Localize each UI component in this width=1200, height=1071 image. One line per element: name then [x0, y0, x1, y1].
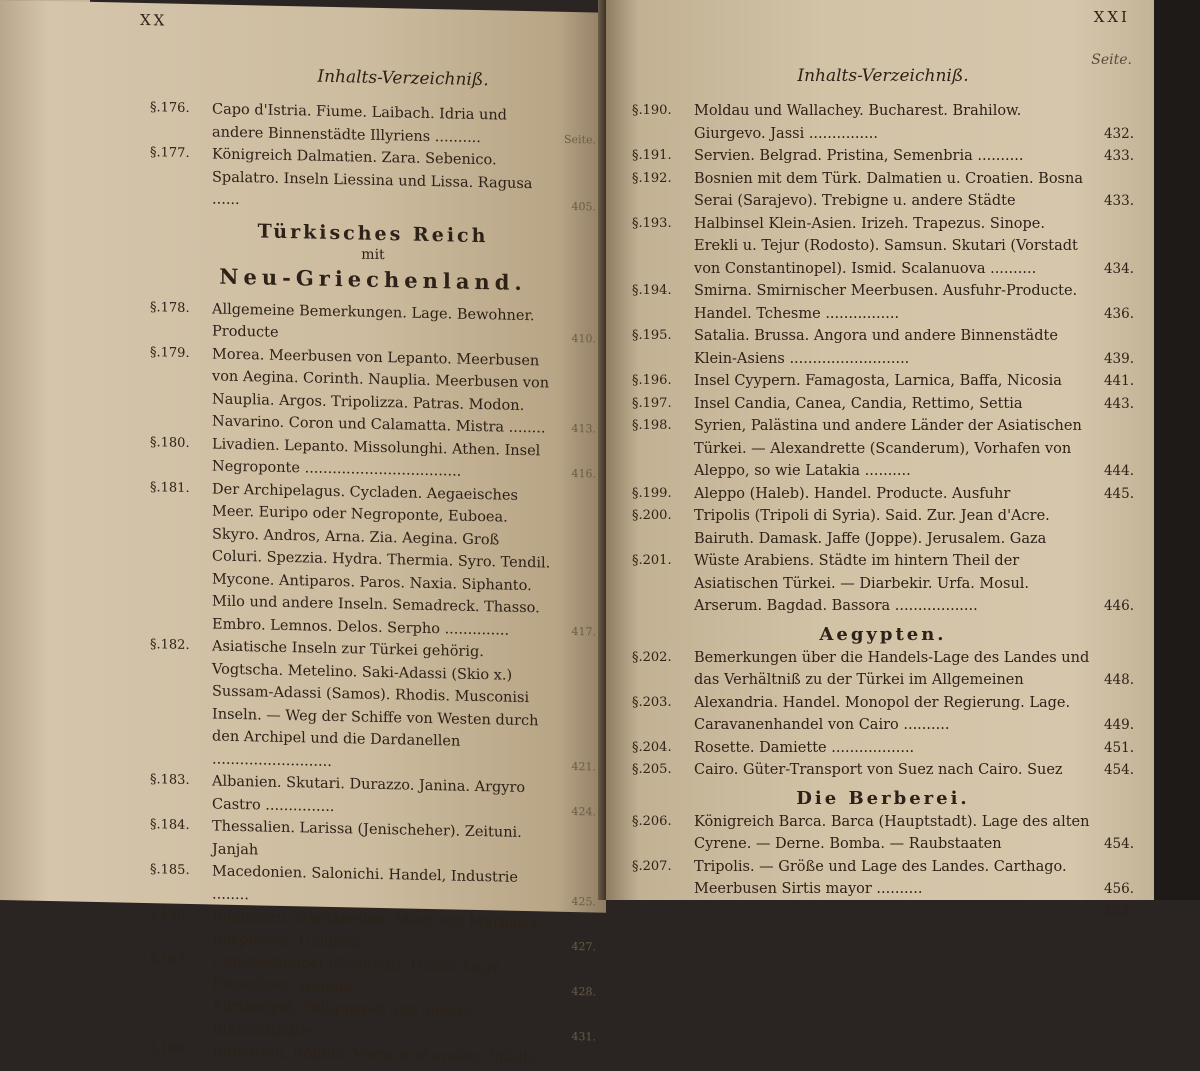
paragraph-number: §.178. — [150, 299, 190, 316]
paragraph-number: §.192. — [632, 170, 672, 186]
page-reference: 441. — [1103, 373, 1134, 389]
paragraph-number: §.203. — [632, 694, 672, 710]
entry-text: Adrianopel. Philippopel und andere Binnenstädte — [212, 998, 474, 1039]
right-entries-berberei — [632, 811, 1134, 901]
left-entries — [150, 297, 596, 1071]
right-entries-aegypten — [632, 647, 1134, 782]
page-reference: 445. — [1103, 485, 1134, 502]
section-title-tuerkisches-reich: Türkisches Reich — [257, 219, 489, 247]
page-reference: 454. — [1103, 836, 1134, 852]
paragraph-number: §.201. — [632, 553, 672, 568]
paragraph-number: §.187. — [150, 952, 190, 968]
page-reference: 456. — [1103, 881, 1134, 897]
entry-text: Thessalien. Larissa (Jenischeher). Zeituni. Janjah — [212, 818, 522, 858]
right-entries — [632, 100, 1134, 618]
entry-text: Königreich Dalmatien. Zara. Sebenico. Spalatro. Inseln Liessina und Lissa. Ragusa ...... — [212, 146, 533, 209]
page-reference: 444. — [1103, 463, 1134, 479]
entry-text: Königreich Barca. Barca (Hauptstadt). Lage des alten Cyrene. — Derne. Bomba. — Raubstaaten — [694, 813, 1090, 852]
toc-entry — [632, 483, 1134, 506]
toc-entry — [632, 550, 1134, 618]
section-mit: mit — [361, 246, 385, 263]
entry-text: Morea. Meerbusen von Lepanto. Meerbusen von Aegina. Corinth. Nauplia. Meerbusen von Nauplia. Argos. Tripolizza. Patras. Modon. Navarino. Coron und Calamatta. Mistra ........ — [212, 345, 550, 437]
page-reference: 454. — [1103, 762, 1134, 778]
section-title-neu-griechenland: Neu-Griechenland. — [219, 263, 527, 295]
toc-entry — [632, 415, 1134, 483]
page-reference: 433. — [1103, 193, 1134, 209]
left-running-head: Inhalts-Verzeichniß. — [317, 66, 489, 91]
toc-entry — [632, 759, 1134, 782]
paragraph-number: §.195. — [632, 328, 672, 343]
entry-text: Alexandria. Handel. Monopol der Regierung. Lage. Caravanenhandel von Cairo .......... — [694, 694, 1071, 733]
toc-entry — [632, 737, 1134, 760]
entry-text: Smirna. Smirnischer Meerbusen. Ausfuhr-Producte. Handel. Tchesme ................ — [694, 283, 1078, 322]
paragraph-number: §.176. — [150, 100, 190, 116]
entry-text: Capo d'Istria. Fiume. Laibach. Idria und andere Binnenstädte Illyriens .......... — [212, 101, 507, 146]
page-reference: 416. — [571, 466, 596, 481]
paragraph-number: §.190. — [632, 103, 672, 118]
paragraph-number — [150, 994, 212, 995]
paragraph-number: §.197. — [632, 395, 672, 411]
paragraph-number: §.200. — [632, 508, 672, 523]
page-reference: 410. — [571, 331, 596, 346]
right-page-number: XXI — [1093, 8, 1130, 26]
entry-text: Romanien. Dardanellen. Meer von Marmora. Bosphorus. Gallipoli .......... — [212, 908, 543, 952]
entry-text: Bosnien mit dem Türk. Dalmatien u. Croatien. Bosna Serai (Sarajevo). Trebigne u. andere Städte — [694, 170, 1083, 209]
toc-entry — [632, 370, 1134, 393]
toc-entry — [632, 505, 1134, 550]
paragraph-number: §.183. — [150, 772, 190, 788]
toc-entry — [632, 213, 1134, 281]
page-reference: 451. — [1103, 739, 1134, 756]
paragraph-number: §.186. — [150, 907, 190, 923]
paragraph-number: §.198. — [632, 418, 672, 433]
entry-text: Halbinsel Klein-Asien. Irizeh. Trapezus. Sinope. Erekli u. Tejur (Rodosto). Samsun. Skutari (Vorstadt von Constantinopel). Ismid. Scalanuova .......... — [694, 215, 1078, 277]
page-reference: 417. — [571, 624, 596, 638]
paragraph-number: §.202. — [632, 649, 672, 665]
entry-text: Cairo. Güter-Transport von Suez nach Cairo. Suez — [694, 762, 1063, 778]
page-reference: 421. — [571, 759, 596, 773]
last-page-number-row — [632, 901, 1134, 924]
entry-text: Aleppo (Haleb). Handel. Producte. Ausfuhr — [694, 485, 1011, 502]
toc-entry — [150, 142, 596, 219]
entry-text: Moldau und Wallachey. Bucharest. Brahilow. Giurgevo. Jassi ............... — [694, 103, 1022, 142]
toc-entry — [150, 634, 596, 778]
paragraph-number: §.177. — [150, 145, 190, 161]
entry-text: Insel Cyypern. Famagosta, Larnica, Baffa, Nicosia — [694, 373, 1062, 389]
entry-text: Albanien. Skutari. Durazzo. Janina. Argyro Castro ............... — [212, 773, 526, 815]
toc-entry — [632, 100, 1134, 145]
entry-text: Syrien, Palästina und andere Länder der Asiatischen Türkei. — Alexandrette (Scanderum), Vorhafen von Aleppo, so wie Latakia .......... — [694, 418, 1082, 479]
paragraph-number: §.206. — [632, 813, 672, 829]
right-page — [606, 0, 1154, 920]
page-reference: Seite. — [564, 132, 596, 146]
entry-text: Der Archipelagus. Cycladen. Aegaeisches Meer. Euripo oder Negroponte, Euboea. Skyro. Andros, Arna. Zia. Aegina. Groß Coluri. Spezzia. Hydra. Thermia. Syro. Tendil. Mycone. Antiparos. Paros. Naxia. Siphanto. Milo und andere Inseln. Semadreck. Thasso. Embro. Lemnos. Delos. Serpho .............. — [212, 480, 551, 639]
toc-entry — [632, 168, 1134, 213]
section-title-aegypten: Aegypten. — [819, 623, 947, 645]
entry-text: Tripolis (Tripoli di Syria). Said. Zur. Jean d'Acre. Bairuth. Damask. Jaffe (Joppe). Jerusalem. Gaza — [694, 508, 1050, 547]
entry-text: Livadien. Lepanto. Missolunghi. Athen. Insel Negroponte .................................. — [212, 435, 541, 480]
entry-text: Insel Candia, Canea, Candia, Rettimo, Settia — [694, 395, 1023, 412]
page-reference: 449. — [1103, 717, 1134, 733]
page-reference: 439. — [1103, 350, 1134, 367]
page-reference: 432. — [1103, 125, 1134, 142]
page-reference: 448. — [1103, 672, 1134, 688]
paragraph-number: §.194. — [632, 283, 672, 298]
toc-entry — [632, 280, 1134, 325]
page-reference: 413. — [571, 421, 596, 436]
paragraph-number: §.185. — [150, 862, 190, 878]
page-reference: 427. — [571, 939, 596, 953]
entry-text: Satalia. Brussa. Angora und andere Binnenstädte Klein-Asiens .......................... — [694, 328, 1058, 367]
entry-text: Macedonien. Salonichi. Handel, Industrie ........ — [212, 863, 519, 903]
paragraph-number: §.193. — [632, 215, 672, 231]
toc-entry — [150, 477, 596, 644]
toc-entry — [632, 145, 1134, 168]
background-shadow — [1154, 0, 1200, 900]
toc-entry — [632, 811, 1134, 856]
paragraph-number: §.204. — [632, 739, 672, 755]
toc-entry — [150, 342, 596, 441]
paragraph-number: §.199. — [632, 485, 672, 501]
left-entries-top — [150, 97, 596, 219]
toc-entry — [632, 692, 1134, 737]
paragraph-number: §.182. — [150, 637, 190, 653]
paragraph-number: §.181. — [150, 479, 190, 496]
toc-entry — [632, 856, 1134, 901]
page-reference: 446. — [1103, 598, 1134, 614]
entry-text: Asiatische Inseln zur Türkei gehörig. Vogtscha. Metelino. Saki-Adassi (Skio x.) Sussam-Adassi (Samos). Rhodis. Musconisi Inseln. — Weg der Schiffe von Westen durch den Archipel und die Dardanellen .......................... — [212, 638, 539, 770]
paragraph-number: §.196. — [632, 373, 672, 388]
paragraph-number: §.207. — [632, 858, 672, 874]
entry-text: Tripolis. — Größe und Lage des Landes. Carthago. Meerbusen Sirtis mayor .......... — [694, 858, 1067, 897]
page-reference: 405. — [571, 199, 596, 214]
paragraph-number: §.184. — [150, 817, 190, 833]
last-page-number: 458. — [1103, 903, 1134, 920]
page-reference: 424. — [571, 804, 596, 818]
entry-text: Servien. Belgrad. Pristina, Semenbria .......... — [694, 148, 1024, 164]
page-reference: 434. — [1103, 260, 1134, 277]
paragraph-number: §.188. — [150, 1042, 190, 1058]
section-title-berberei: Die Berberei. — [796, 787, 970, 809]
toc-entry — [632, 325, 1134, 370]
right-running-head: Inhalts-Verzeichniß. — [797, 66, 969, 86]
page-reference: 431. — [571, 1029, 596, 1043]
entry-text: Bulgarien. Sophia, Varna und andere Städte — [212, 1043, 537, 1067]
page-reference: 433. — [1103, 148, 1134, 164]
paragraph-number: §.191. — [632, 148, 672, 163]
entry-text: Bemerkungen über die Handels-Lage des Landes und das Verhältniß zu der Türkei im Allgemeinen — [694, 649, 1090, 688]
seite-label: Seite. — [1091, 52, 1132, 68]
entry-text: Rosette. Damiette .................. — [694, 739, 915, 756]
page-reference: 428. — [571, 984, 596, 998]
page-reference: 443. — [1103, 395, 1134, 412]
toc-entry — [632, 647, 1134, 692]
entry-text: Allgemeine Bemerkungen. Lage. Bewohner. Producte — [212, 300, 535, 341]
page-reference: 425. — [571, 894, 596, 908]
paragraph-number: §.205. — [632, 762, 672, 777]
left-page-number: XX — [140, 10, 168, 30]
paragraph-number: §.180. — [150, 434, 190, 451]
entry-text: Constantinopel (Stambul). Hafen. Lage. Einwohner. Handel .......... — [212, 953, 505, 996]
page-reference: 436. — [1103, 305, 1134, 322]
paragraph-number: §.179. — [150, 344, 190, 361]
entry-text: Wüste Arabiens. Städte im hintern Theil der Asiatischen Türkei. — Diarbekir. Urfa. Mosul. Arserum. Bagdad. Bassora .................. — [694, 553, 1030, 614]
toc-entry — [632, 393, 1134, 416]
